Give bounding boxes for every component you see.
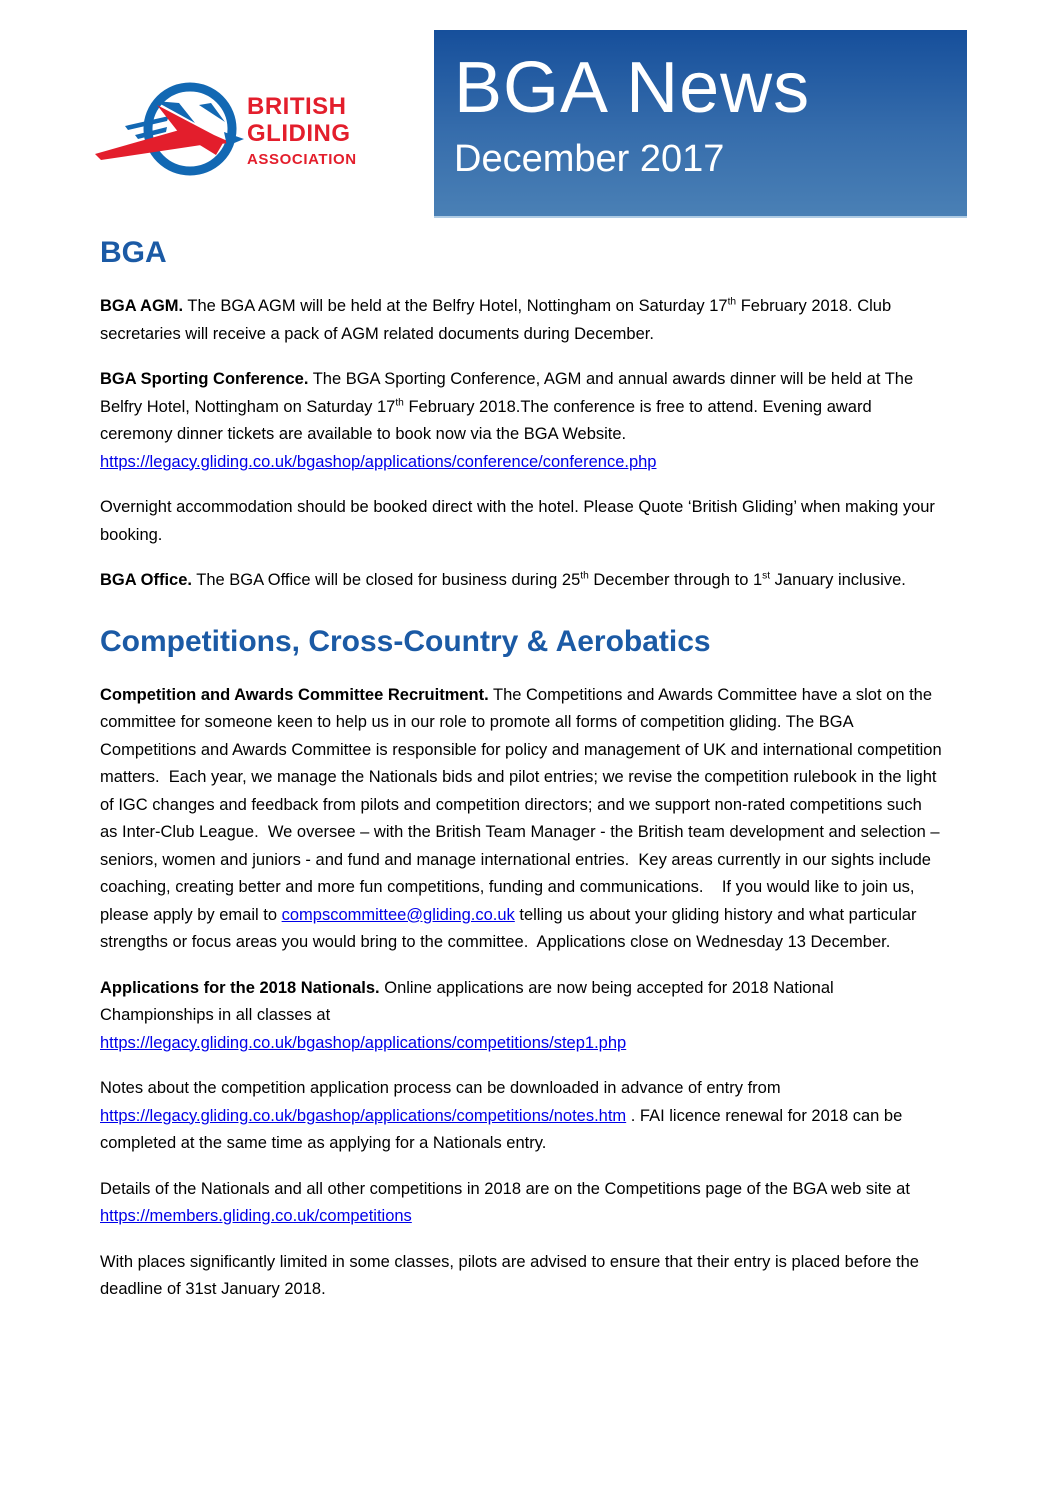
text-run: Overnight accommodation should be booked direct with the hotel. Please Quote ‘British Gliding’ when making your booking. bbox=[100, 498, 940, 544]
hyperlink[interactable]: https://legacy.gliding.co.uk/bgashop/applications/competitions/step1.php bbox=[100, 1033, 627, 1052]
paragraph-committee-recruitment bbox=[100, 682, 947, 957]
text-run: Online applications are now being accepted for 2018 National Championships in all classes at bbox=[100, 978, 839, 1024]
section-heading-competitions: Competitions, Cross-Country & Aerobatics bbox=[100, 624, 711, 658]
newsletter-issue-date: December 2017 bbox=[454, 138, 725, 180]
text-run: Notes about the competition application process can be downloaded in advance of entry from bbox=[100, 1079, 786, 1097]
logo-text-gliding: GLIDING bbox=[247, 120, 351, 147]
paragraph-entry-deadline bbox=[100, 1249, 943, 1304]
paragraph-bga-agm bbox=[100, 293, 943, 348]
bold-lead-in: BGA Sporting Conference. bbox=[100, 370, 309, 388]
logo-wordmark bbox=[247, 93, 357, 169]
paragraph-accommodation bbox=[100, 494, 943, 549]
paragraph-bga-office bbox=[100, 567, 943, 595]
text-run: February 2018.The conference is free to attend. Evening award ceremony dinner tickets are available to book now via the BGA Website. bbox=[100, 397, 877, 443]
logo-text-british: BRITISH bbox=[247, 93, 347, 120]
newsletter-content bbox=[100, 236, 947, 1322]
newsletter-title: BGA News bbox=[454, 48, 811, 128]
text-run: Details of the Nationals and all other competitions in 2018 are on the Competitions page of the BGA web site at bbox=[100, 1179, 915, 1198]
text-run: February 2018. Club secretaries will receive a pack of AGM related documents during December. bbox=[100, 297, 896, 343]
text-run: The BGA Office will be closed for business during 25 bbox=[191, 571, 581, 589]
paragraph-application-notes bbox=[100, 1075, 943, 1158]
ordinal-superscript: th bbox=[580, 570, 589, 582]
masthead-banner bbox=[434, 30, 967, 218]
hyperlink[interactable]: https://legacy.gliding.co.uk/bgashop/applications/conference/conference.php bbox=[100, 452, 657, 471]
ordinal-superscript: st bbox=[762, 570, 771, 582]
text-run: The BGA AGM will be held at the Belfry Hotel, Nottingham on Saturday 17 bbox=[183, 297, 728, 315]
ordinal-superscript: th bbox=[727, 296, 737, 308]
paragraph-sporting-conference bbox=[100, 366, 943, 476]
text-run: The BGA Sporting Conference, AGM and annual awards dinner will be held at The Belfry Hotel, Nottingham on Saturday 17 bbox=[100, 370, 918, 416]
section-heading-bga: BGA bbox=[100, 236, 167, 269]
hyperlink[interactable]: compscommittee@gliding.co.uk bbox=[281, 905, 515, 924]
text-run: With places significantly limited in some classes, pilots are advised to ensure that their entry is placed before the deadline of 31st January 2018. bbox=[100, 1252, 924, 1298]
paragraph-competition-details bbox=[100, 1176, 943, 1231]
ordinal-superscript: th bbox=[395, 397, 404, 408]
bold-lead-in: Applications for the 2018 Nationals. bbox=[100, 978, 380, 997]
text-run: December through to 1 bbox=[588, 571, 763, 589]
text-run: The Competitions and Awards Committee have a slot on the committee for someone keen to help us in our role to promote all forms of competition gliding. The BGA Competitions and Awards Committee is responsible for policy and management of UK and international competition matters. Each year, we manage the Nationals bids and pilot entries; we revise the competition rulebook in the light of IGC changes and feedback from pilots and competition directors; and we support non-rated competitions such as Inter-Club League. We oversee – with the British Team Manager - the British team development and selection – seniors, women and juniors - and fund and manage international entries. Key areas currently in our sights include coaching, creating better and more fun competitions, funding and communications. If you would like to join us, please apply by email to bbox=[100, 685, 947, 924]
text-run: January inclusive. bbox=[770, 571, 906, 589]
paragraph-nationals-applications bbox=[100, 975, 943, 1058]
hyperlink[interactable]: https://legacy.gliding.co.uk/bgashop/applications/competitions/notes.htm bbox=[100, 1106, 627, 1125]
bold-lead-in: Competition and Awards Committee Recruitment. bbox=[100, 685, 489, 704]
hyperlink[interactable]: https://members.gliding.co.uk/competitions bbox=[100, 1207, 412, 1225]
text-run: telling us about your gliding history and what particular strengths or focus areas you would bring to the committee. Applications close on Wednesday 13 December. bbox=[100, 905, 922, 951]
bold-lead-in: BGA AGM. bbox=[100, 297, 184, 315]
bga-logo bbox=[95, 55, 395, 200]
text-run: . FAI licence renewal for 2018 can be completed at the same time as applying for a Nationals entry. bbox=[100, 1106, 907, 1152]
bold-lead-in: BGA Office. bbox=[100, 571, 192, 589]
logo-text-association: ASSOCIATION bbox=[247, 151, 357, 168]
